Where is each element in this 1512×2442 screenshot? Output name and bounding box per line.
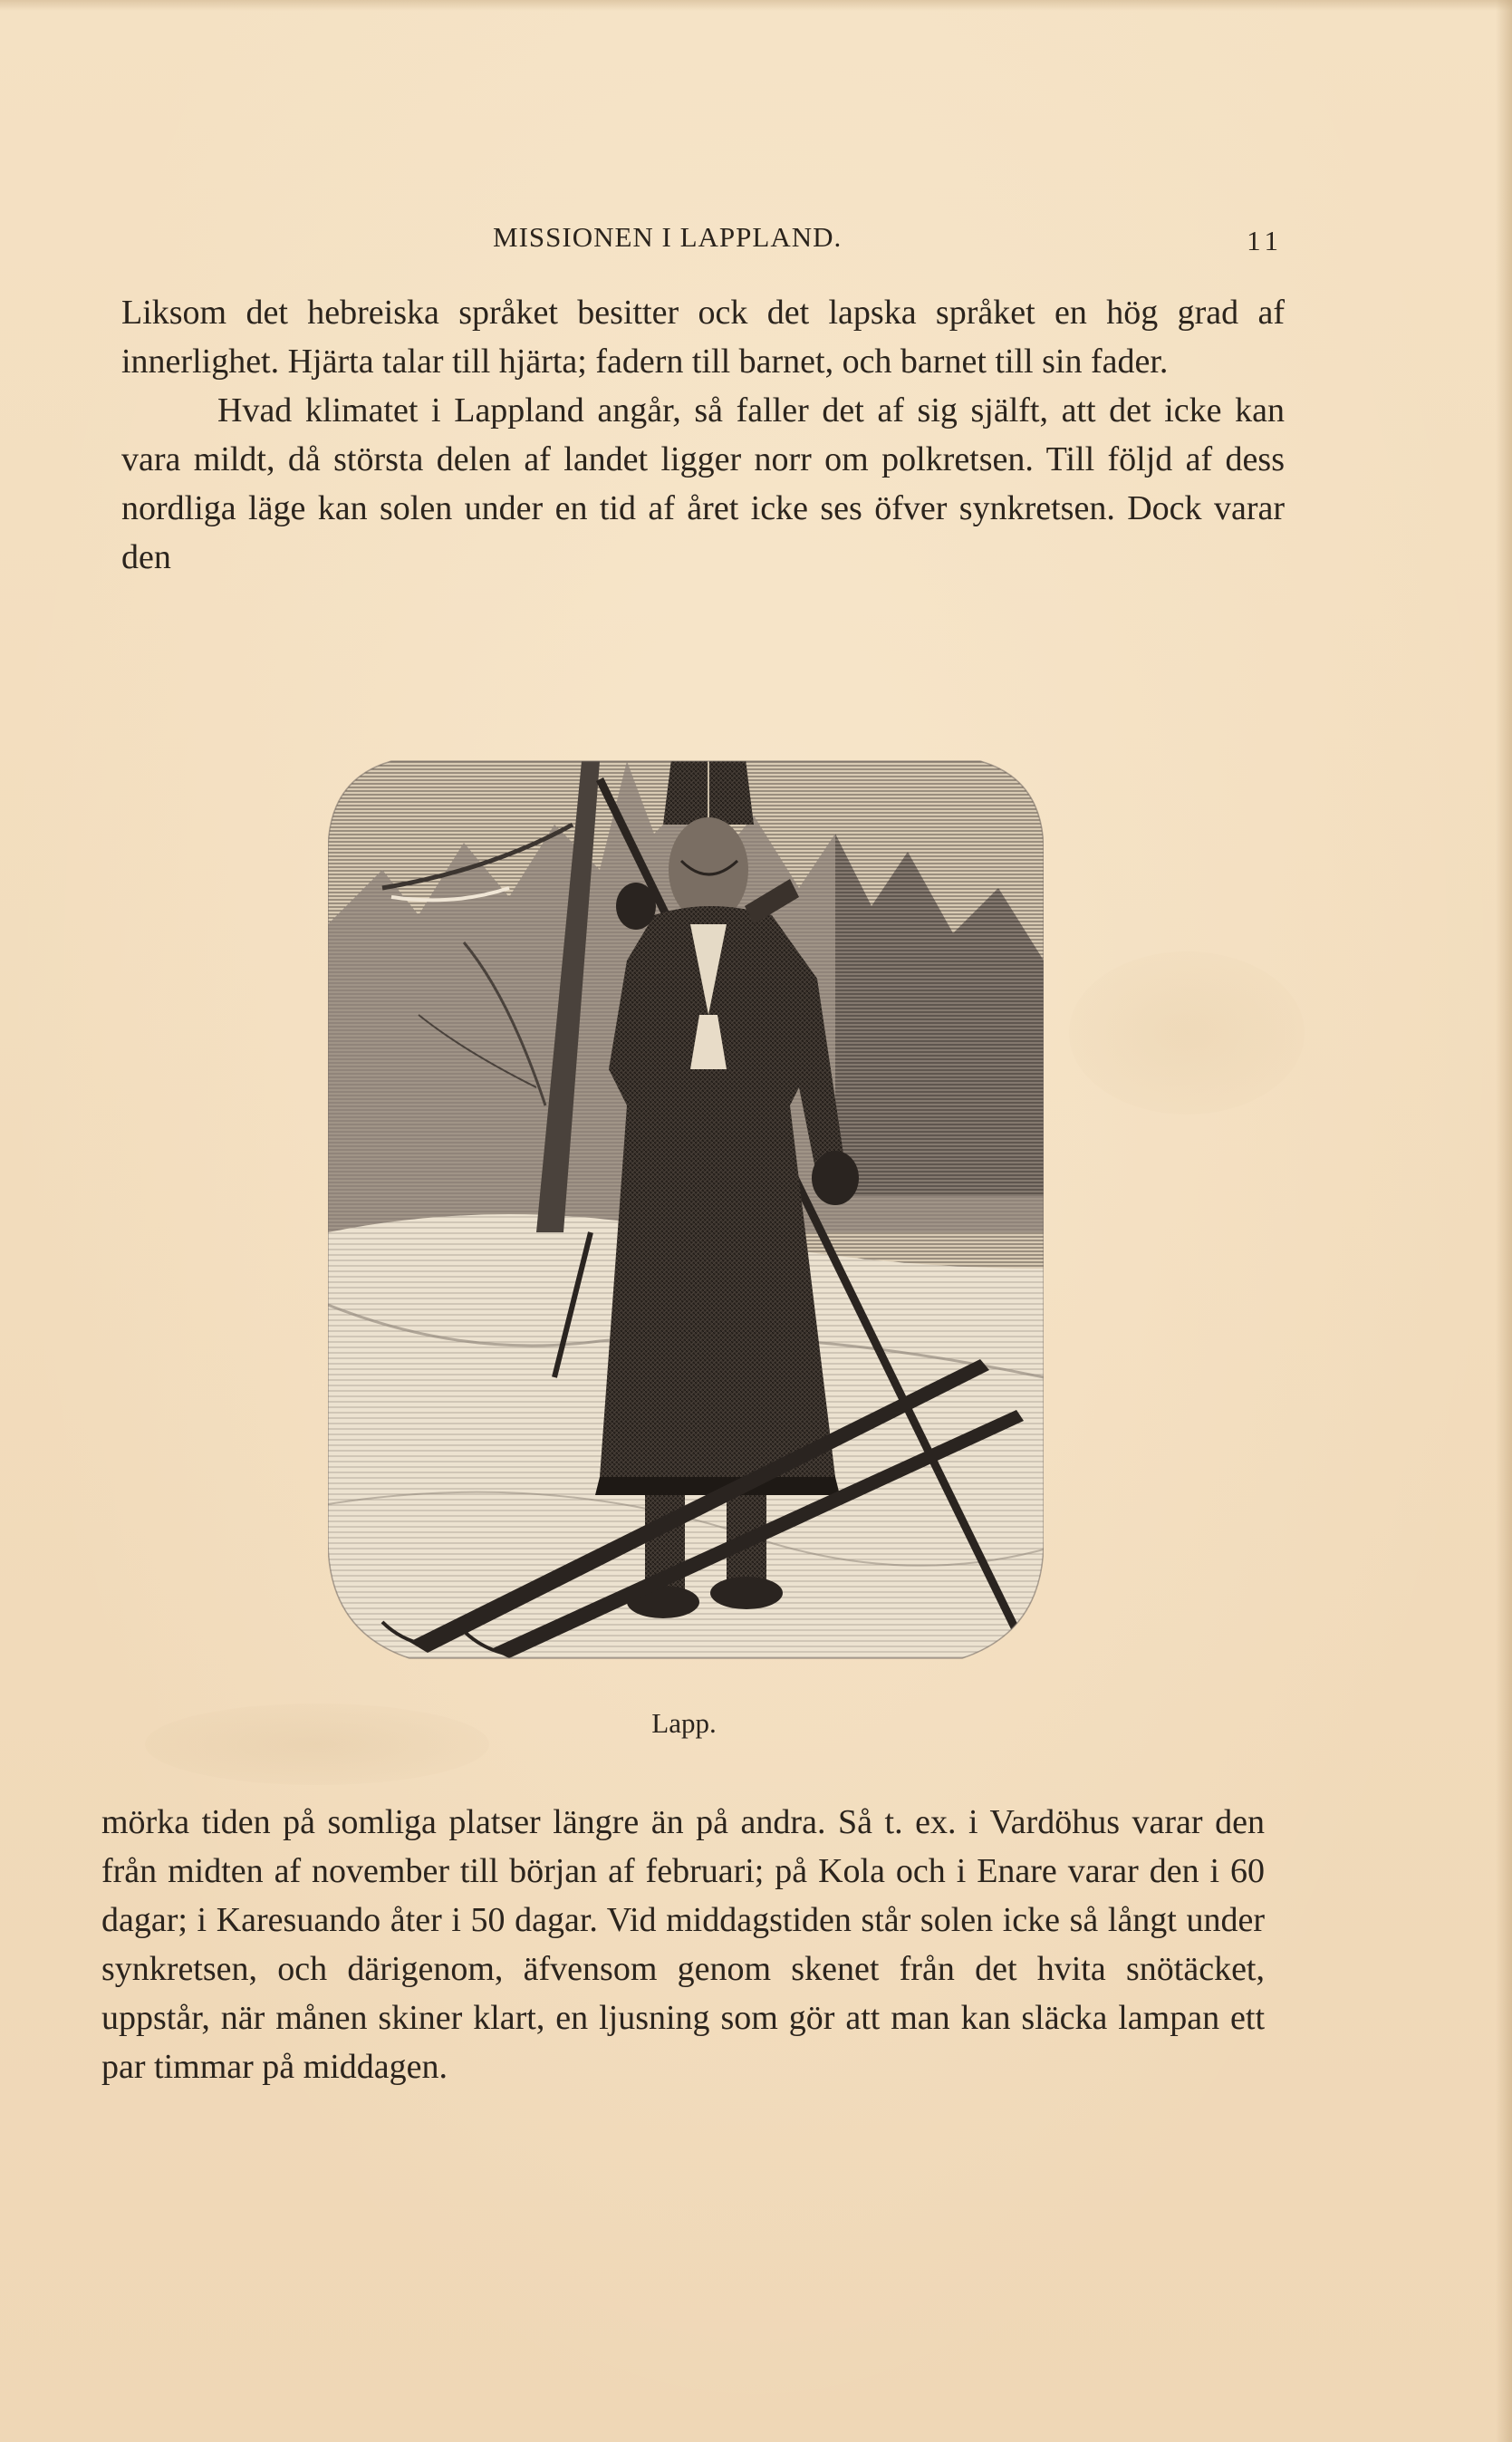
- engraving-illustration: [328, 725, 1044, 1669]
- running-head: MISSIONEN I LAPPLAND.: [493, 221, 843, 253]
- page-number: 11: [1247, 225, 1283, 256]
- paper-edge-right: [1496, 0, 1512, 2442]
- paper-stain: [1069, 951, 1305, 1115]
- body-text-top: [121, 288, 1285, 582]
- skier-engraving: [328, 725, 1044, 1669]
- body-text-bottom: mörka tiden på somliga platser längre än på andra. Så t. ex. i Vardöhus varar den från midten af november till början af februari; på Kola och i Enare varar den i 60 dagar; i Karesuando åter i 50 dagar. Vid middagstiden står solen icke så långt under synkretsen, och därigenom, äfvensom genom skenet från det hvita snötäcket, uppstår, när månen skiner klart, en ljusning som gör att man kan släcka lampan ett par timmar på middagen.: [101, 1803, 1265, 2086]
- paragraph: Liksom det hebreiska språket besitter ock det lapska språket en hög grad af innerlighet. Hjärta talar till hjärta; fadern till barnet, och barnet till sin fader.: [121, 294, 1285, 381]
- paragraph: Hvad klimatet i Lappland angår, så faller det af sig själft, att det icke kan vara mildt, då största delen af landet ligger norr om polkretsen. Till följd af dess nordliga läge kan solen under en tid af året icke ses öfver synkretsen. Dock varar den: [121, 391, 1285, 576]
- page-header: [123, 221, 1283, 257]
- figure-caption: Lapp.: [651, 1707, 717, 1739]
- paper-edge-top: [0, 0, 1512, 11]
